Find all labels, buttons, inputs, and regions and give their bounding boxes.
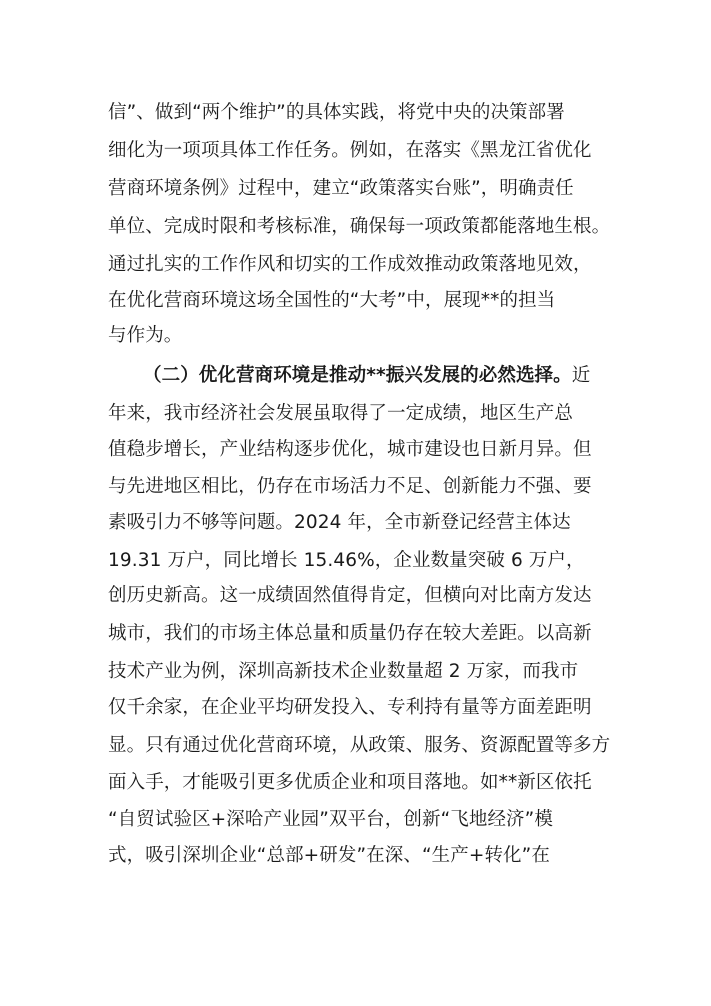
paragraph-line: 式，吸引深圳企业“总部+研发”在深、“生产+转化”在 bbox=[108, 845, 550, 866]
paragraph-line: 仅千余家，在企业平均研发投入、专利持有量等方面差距明 bbox=[108, 697, 592, 718]
paragraph-line: 创历史新高。这一成绩固然值得肯定，但横向对比南方发达 bbox=[108, 585, 592, 606]
paragraph-line: 营商环境条例》过程中，建立“政策落实台账”，明确责任 bbox=[108, 178, 574, 199]
paragraph-line: 19.31 万户，同比增长 15.46%，企业数量突破 6 万户， bbox=[108, 550, 585, 571]
section-heading-continuation: 近 bbox=[571, 365, 591, 386]
paragraph-line: 通过扎实的工作作风和切实的工作成效推动政策落地见效， bbox=[108, 254, 592, 275]
paragraph-line: 与作为。 bbox=[108, 325, 183, 346]
paragraph-line: 年来，我市经济社会发展虽取得了一定成绩，地区生产总 bbox=[108, 403, 574, 424]
paragraph-line: 单位、完成时限和考核标准，确保每一项政策都能落地生根。 bbox=[108, 216, 611, 237]
paragraph-line: “自贸试验区+深哈产业园”双平台，创新“飞地经济”模 bbox=[108, 809, 553, 830]
paragraph-line: 技术产业为例，深圳高新技术企业数量超 2 万家，而我市 bbox=[108, 661, 579, 682]
paragraph-line: 城市，我们的市场主体总量和质量仍存在较大差距。以高新 bbox=[108, 623, 592, 644]
paragraph-line: 在优化营商环境这场全国性的“大考”中，展现**的担当 bbox=[108, 290, 556, 311]
paragraph-line: 显。只有通过优化营商环境，从政策、服务、资源配置等多方 bbox=[108, 735, 611, 756]
paragraph-line: 信”、做到“两个维护”的具体实践，将党中央的决策部署 bbox=[108, 102, 565, 123]
section-heading: （二）优化营商环境是推动**振兴发展的必然选择。 bbox=[143, 365, 572, 386]
paragraph-line: 与先进地区相比，仍存在市场活力不足、创新能力不强、要 bbox=[108, 476, 592, 497]
paragraph-line: 面入手，才能吸引更多优质企业和项目落地。如**新区依托 bbox=[108, 772, 592, 793]
paragraph-line: 素吸引力不够等问题。2024 年，全市新登记经营主体达 bbox=[108, 512, 571, 533]
section-heading-line bbox=[143, 364, 590, 388]
paragraph-line: 值稳步增长，产业结构逐步优化，城市建设也日新月异。但 bbox=[108, 439, 592, 460]
paragraph-line: 细化为一项项具体工作任务。例如，在落实《黑龙江省优化 bbox=[108, 140, 592, 161]
